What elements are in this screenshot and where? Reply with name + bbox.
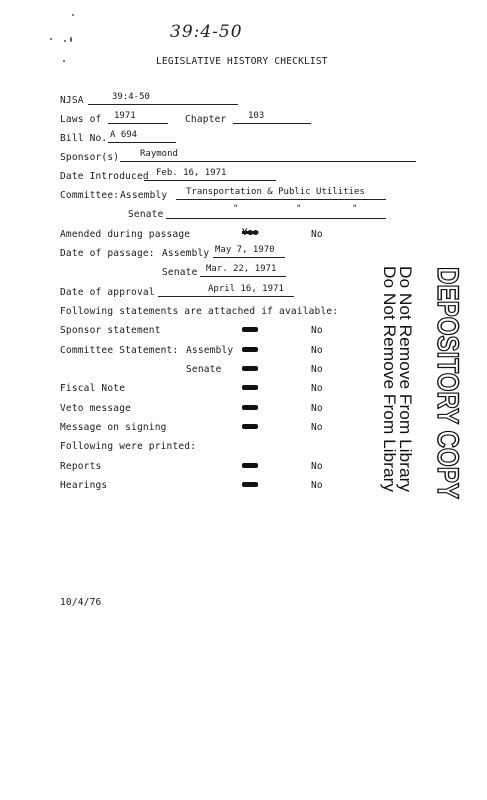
laws-value: 1971 — [114, 111, 136, 121]
depository-copy-stamp — [378, 262, 468, 555]
committee-senate-no: No — [311, 364, 323, 375]
committee-senate-label: Senate — [128, 209, 164, 220]
handwritten-statute-number: 39:4-50 — [170, 22, 243, 42]
sponsor-value: Raymond — [140, 149, 178, 159]
passage-assembly-value: May 7, 1970 — [215, 245, 275, 255]
veto-message-yes-redacted — [242, 405, 258, 410]
committee-assembly-value: Transportation & Public Utilities — [186, 187, 365, 197]
fiscal-note-no: No — [311, 383, 323, 394]
footer-date: 10/4/76 — [60, 597, 102, 608]
passage-senate-underline — [200, 276, 286, 277]
date-introduced-label: Date Introduced — [60, 171, 149, 182]
amended-no: No — [311, 229, 323, 240]
hearings-label: Hearings — [60, 480, 108, 491]
committee-statement-label: Committee Statement: — [60, 345, 179, 356]
reports-label: Reports — [60, 461, 102, 472]
message-signing-label: Message on signing — [60, 422, 167, 433]
committee-senate-yes-redacted — [242, 366, 258, 371]
stamp-line-do-not-remove-1: Do Not Remove From Library — [396, 266, 415, 489]
sponsor-statement-yes-redacted — [242, 327, 258, 332]
page-title: LEGISLATIVE HISTORY CHECKLIST — [156, 56, 328, 67]
bill-value: A 694 — [110, 130, 138, 140]
date-introduced-underline — [144, 180, 276, 181]
committee-label: Committee: — [60, 190, 120, 201]
chapter-label: Chapter — [185, 114, 227, 125]
scan-speck — [50, 38, 52, 40]
scan-speck — [72, 14, 74, 16]
veto-message-label: Veto message — [60, 403, 132, 414]
committee-assembly-label: Assembly — [120, 190, 168, 201]
stamp-line-do-not-remove-2: Do Not Remove From Library — [380, 266, 399, 489]
passage-senate-value: Mar. 22, 1971 — [206, 264, 277, 274]
committee-statement-assembly-label: Assembly — [186, 345, 234, 356]
scan-speck — [64, 40, 66, 42]
committee-statement-senate-label: Senate — [186, 364, 222, 375]
printed-label: Following were printed: — [60, 441, 197, 452]
njsa-value: 39:4-50 — [112, 92, 150, 102]
passage-senate-label: Senate — [162, 267, 198, 278]
passage-assembly-underline — [213, 257, 285, 258]
committee-senate-ditto-2: " — [296, 204, 302, 214]
fiscal-note-label: Fiscal Note — [60, 383, 126, 394]
date-of-approval-label: Date of approval — [60, 287, 155, 298]
stamp-line-depository: DEPOSITORY COPY — [431, 267, 464, 555]
laws-label: Laws of — [60, 114, 102, 125]
bill-underline — [108, 142, 176, 143]
attached-statements-label: Following statements are attached if available: — [60, 306, 339, 317]
committee-senate-ditto-1: " — [233, 204, 239, 214]
njsa-underline — [88, 104, 238, 105]
committee-assembly-underline — [176, 199, 386, 200]
sponsor-statement-label: Sponsor statement — [60, 325, 161, 336]
committee-assembly-no: No — [311, 345, 323, 356]
scan-speck — [63, 60, 65, 62]
laws-underline — [108, 123, 168, 124]
date-of-passage-label: Date of passage: — [60, 248, 155, 259]
date-of-approval-value: April 16, 1971 — [208, 284, 284, 294]
hearings-no: No — [311, 480, 323, 491]
message-signing-yes-redacted — [242, 424, 258, 429]
committee-senate-ditto-3: " — [352, 204, 358, 214]
committee-senate-underline — [166, 218, 386, 219]
amended-yes-crossed: Yes — [242, 228, 259, 238]
sponsor-statement-no: No — [311, 325, 323, 336]
reports-yes-redacted — [242, 463, 258, 468]
fiscal-note-yes-redacted — [242, 385, 258, 390]
date-introduced-value: Feb. 16, 1971 — [156, 168, 227, 178]
bill-label: Bill No. — [60, 133, 108, 144]
reports-no: No — [311, 461, 323, 472]
amended-label: Amended during passage — [60, 229, 191, 240]
sponsor-underline — [120, 161, 416, 162]
committee-assembly-yes-redacted — [242, 347, 258, 352]
passage-assembly-label: Assembly — [162, 248, 210, 259]
scan-speck — [70, 37, 72, 42]
chapter-value: 103 — [248, 111, 265, 121]
message-signing-no: No — [311, 422, 323, 433]
chapter-underline — [233, 123, 311, 124]
hearings-yes-redacted — [242, 482, 258, 487]
date-of-approval-underline — [158, 296, 294, 297]
njsa-label: NJSA — [60, 95, 84, 106]
veto-message-no: No — [311, 403, 323, 414]
sponsor-label: Sponsor(s) — [60, 152, 120, 163]
